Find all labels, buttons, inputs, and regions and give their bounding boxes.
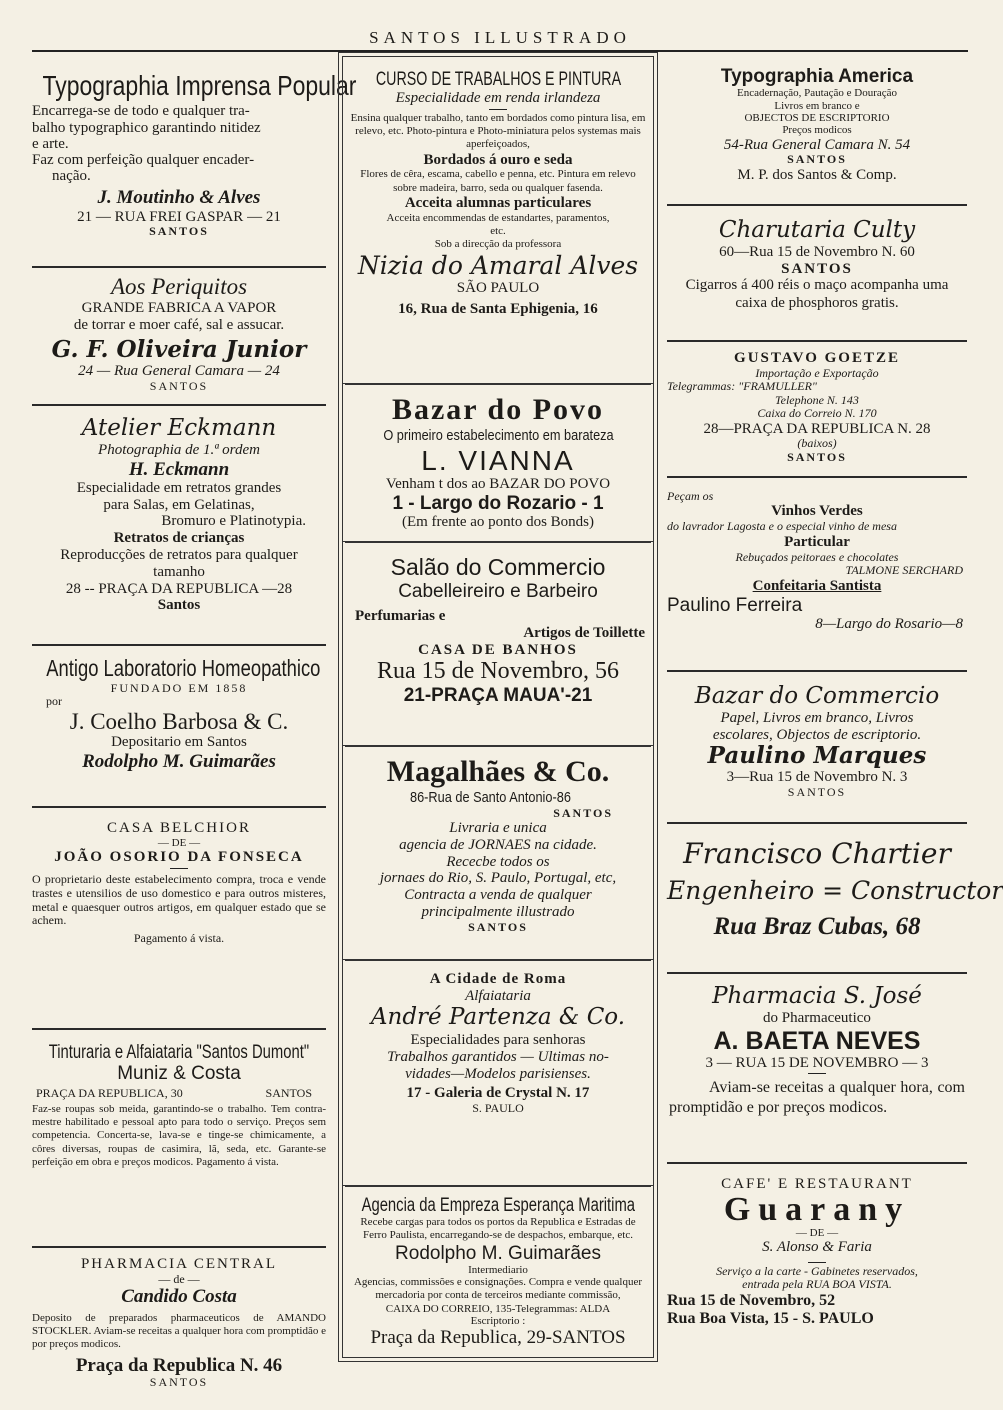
ad-text: do lavrador Lagosta e o especial vinho de mesa <box>667 519 897 534</box>
ad-pharmacia-central <box>32 1250 326 1410</box>
ad-text: Recebe cargas para todos os portos da Republica e Estradas de Ferro Paulista, encarregando-se de despachos, embarque, etc. <box>360 1216 636 1242</box>
ad-address: 3—Rua 15 de Novembro N. 3 <box>726 769 908 786</box>
column-left <box>32 56 357 1390</box>
ad-tinturaria-santos-dumont <box>32 1032 326 1248</box>
ad-text: Rebuçados peitoraes e chocolates <box>735 549 899 564</box>
ad-title: Magalhães & Co. <box>386 755 610 788</box>
ad-text: Ensina qualquer trabalho, tanto em bordados como pintura lisa, em relevo, etc. Photo-pintura e Photo-miniatura pelos systemas mais aperfeiçoados, <box>350 112 646 151</box>
ad-address: 24 — Rua General Camara — 24 <box>78 363 280 380</box>
ad-city: SANTOS <box>781 260 853 277</box>
ad-cidade-de-roma <box>343 963 653 1186</box>
ad-subtitle: Cabelleireiro e Barbeiro <box>398 580 598 602</box>
ad-text: Caixa do Correio N. 170 <box>757 406 877 421</box>
ad-title: CURSO DE TRABALHOS E PINTURA <box>375 69 621 90</box>
ad-text: do Pharmaceutico <box>763 1009 871 1026</box>
ad-address: 60—Rua 15 de Novembro N. 60 <box>719 243 915 260</box>
ad-title: Aos Periquitos <box>110 274 248 299</box>
ad-salao-do-commercio <box>343 545 653 746</box>
ad-text: Preços modicos <box>782 124 852 137</box>
ad-text: Photographia de 1.ª ordem <box>98 441 260 458</box>
ad-charutaria-culty <box>667 208 967 342</box>
ad-text: escolares, Objectos de escriptorio. <box>712 726 922 743</box>
ad-name: Confeitaria Santista <box>752 577 882 594</box>
ad-owner: JOÃO OSORIO DA FONSECA <box>54 849 304 866</box>
ad-address: 28 -- PRAÇA DA REPUBLICA —28 <box>65 580 293 597</box>
ad-text: para Salas, em Gelatinas, <box>103 496 255 513</box>
ad-text: Peçam os <box>667 489 714 503</box>
ad-text: Bromuro e Platinotypia. <box>161 513 306 530</box>
ad-subtitle: Especialidade em renda irlandeza <box>395 90 601 107</box>
ad-text: Contracta a venda de qualquer <box>404 887 592 904</box>
ad-empreza-esperanca-maritima <box>343 1189 653 1407</box>
ad-teacher: Nizia do Amaral Alves <box>357 251 639 281</box>
ad-firm: Muniz & Costa <box>117 1063 241 1085</box>
column-center <box>342 56 654 1358</box>
ad-heading: Vinhos Verdes <box>771 503 863 520</box>
ad-owner: H. Eckmann <box>128 458 230 480</box>
ad-text: tamanho <box>153 563 205 580</box>
ad-title: Typographia Imprensa Popular <box>42 70 357 101</box>
ad-text: Cigarros á 400 réis o maço acompanha uma caixa de phosphoros gratis. <box>685 277 949 311</box>
ad-text: Intermediario <box>468 1263 528 1276</box>
ad-title: GUSTAVO GOETZE <box>734 350 900 366</box>
ad-address: Praça da Republica, 29-SANTOS <box>370 1327 626 1349</box>
ad-text: agencia de JORNAES na cidade. <box>399 836 597 853</box>
ad-text: Serviço a la carte - Gabinetes reservados, <box>716 1263 918 1278</box>
ad-text: Depositario em Santos <box>111 734 247 751</box>
ad-text: Telephone N. 143 <box>775 392 859 407</box>
ad-text: Livros em branco e <box>774 99 860 112</box>
ad-owner: A. BAETA NEVES <box>713 1026 921 1055</box>
ad-title: CASA BELCHIOR <box>107 820 251 836</box>
ad-text: Telegrammas: "FRAMULLER" <box>667 379 817 394</box>
ad-typographia-america <box>667 64 967 206</box>
ad-firm: S. Alonso & Faria <box>762 1239 872 1256</box>
divider <box>489 109 507 110</box>
ad-address: Rua Braz Cubas, 68 <box>713 913 921 941</box>
ad-gustavo-goetze <box>667 344 967 478</box>
ad-address: 21-PRAÇA MAUA'-21 <box>403 685 593 707</box>
ad-text: entrada pela RUA BOA VISTA. <box>742 1277 892 1292</box>
ad-owner: Paulino Marques <box>707 742 927 770</box>
ad-title: Tinturaria e Alfaiataria "Santos Dumont" <box>48 1042 310 1063</box>
ad-heading: Bordados á ouro e seda <box>423 151 573 168</box>
ad-address: 17 - Galeria de Crystal N. 17 <box>406 1084 590 1101</box>
ad-text: CAFE' E RESTAURANT <box>721 1176 913 1192</box>
ad-text: nação. <box>52 168 91 185</box>
ad-city: SANTOS <box>787 152 847 167</box>
ad-city: SANTOS <box>787 784 847 799</box>
ad-title: Agencia da Empreza Esperança Maritima <box>361 1195 635 1216</box>
ad-text: Sob a direcção da professora <box>434 237 562 250</box>
ad-city: SANTOS <box>553 805 613 820</box>
ad-confeitaria-santista <box>667 480 967 672</box>
ad-title: Charutaria Culty <box>718 217 916 243</box>
ad-role: Engenheiro = Constructor <box>667 876 1003 906</box>
ad-text: Artigos de Toillette <box>523 624 645 641</box>
ad-laboratorio-homeopathico <box>32 648 326 808</box>
ad-firm: G. F. Oliveira Junior <box>51 336 307 364</box>
ad-text: OBJECTOS DE ESCRIPTORIO <box>744 111 890 124</box>
ad-city: SANTOS <box>468 919 528 934</box>
ad-city: Santos <box>157 597 201 614</box>
ad-firm: J. Coelho Barbosa & C. <box>69 708 289 734</box>
ad-text: CAIXA DO CORREIO, 135-Telegrammas: ALDA <box>385 1302 611 1315</box>
ad-subtitle: Alfaiataria <box>465 987 531 1004</box>
ad-text: de torrar e moer café, sal e assucar. <box>73 316 285 333</box>
ad-founded: FUNDADO EM 1858 <box>110 680 248 695</box>
ad-title: Atelier Eckmann <box>81 415 277 441</box>
ad-text: Especialidades para senhoras <box>410 1032 586 1049</box>
ad-text: Importação e Exportação <box>755 365 879 380</box>
ad-magalhaes <box>343 749 653 960</box>
ad-text: Deposito de preparados pharmaceuticos de AMANDO STOCKLER. Aviam-se receitas a qualquer hora com promptidão e por preços modicos. <box>32 1311 326 1350</box>
ad-title: Typographia America <box>720 66 914 87</box>
ad-subtitle: O primeiro estabelecimento em barateza <box>382 426 614 444</box>
ad-text: vidades—Modelos parisienses. <box>405 1065 591 1082</box>
ad-firm: André Partenza & Co. <box>370 1003 626 1030</box>
ad-address: Rua 15 de Novembro, 52 <box>667 1291 836 1309</box>
ad-text: — de — <box>158 1271 200 1286</box>
ad-title: Guarany <box>723 1190 911 1228</box>
ad-cafe-guarany <box>667 1166 967 1406</box>
ad-address: 28—PRAÇA DA REPUBLICA N. 28 <box>703 420 931 437</box>
ad-text: GRANDE FABRICA A VAPOR <box>81 299 277 316</box>
ad-text: — DE — <box>795 1226 839 1239</box>
ad-note: (baixos) <box>797 436 837 451</box>
ad-address: 8—Largo do Rosario—8 <box>815 615 963 632</box>
ad-city: SANTOS <box>149 378 209 393</box>
ad-address: 3 — RUA 15 DE NOVEMBRO — 3 <box>705 1054 929 1071</box>
divider <box>808 1262 826 1263</box>
ad-address: 16, Rua de Santa Ephigenia, 16 <box>398 301 598 318</box>
ad-address: 86-Rua de Santo Antonio-86 <box>410 788 572 806</box>
ad-heading: Particular <box>784 534 850 551</box>
ad-title: Salão do Commercio <box>390 554 606 580</box>
ad-city: SANTOS <box>149 224 209 239</box>
ad-casa-belchior <box>32 810 326 1030</box>
ad-owner: L. VIANNA <box>421 444 575 476</box>
ad-title: A Cidade de Roma <box>429 971 567 987</box>
ad-text: O proprietario deste estabelecimento compra, troca e vende trastes e utensilios de uso domestico e para outros misteres, metal e quaesquer outros artigos, em qualquer estado que se achem. <box>32 871 326 928</box>
ad-text: Encadernação, Pautação e Douração <box>736 87 897 100</box>
ad-address: PRAÇA DA REPUBLICA, 30 <box>36 1085 183 1100</box>
ad-owner: Paulino Ferreira <box>667 594 803 616</box>
ad-text: Venham t dos ao BAZAR DO POVO <box>385 475 611 492</box>
ad-text: Trabalhos garantidos — Ultimas no- <box>387 1049 609 1066</box>
ad-curso-trabalhos-pintura <box>343 65 653 384</box>
ad-title: Bazar do Povo <box>391 393 605 426</box>
ad-heading: Acceita alumnas particulares <box>404 194 592 211</box>
ad-text: Livraria e unica <box>449 819 547 836</box>
ad-firm: J. Moutinho & Alves <box>97 187 261 209</box>
ad-name: Francisco Chartier <box>683 837 951 870</box>
ad-agent: Rodolpho M. Guimarães <box>82 751 276 773</box>
ad-agent: Rodolpho M. Guimarães <box>395 1242 601 1264</box>
ad-text: CASA DE BANHOS <box>418 641 578 658</box>
divider <box>170 868 188 869</box>
ad-text: Escriptorio : <box>470 1314 526 1327</box>
ad-text: Encarrega-se de todo e qualquer tra- <box>32 103 250 120</box>
running-header: SANTOS ILLUSTRADO <box>32 28 968 52</box>
ad-payment: Pagamento á vista. <box>133 931 225 946</box>
ad-text: Rececbe todos os <box>446 853 550 870</box>
ad-text: TALMONE SERCHARD <box>845 563 963 578</box>
ad-typographia-imprensa-popular <box>32 70 357 268</box>
ad-text: Reproducções de retratos para qualquer <box>60 547 298 563</box>
ad-atelier-eckmann <box>32 408 326 646</box>
ad-text: balho typographico garantindo nitidez <box>32 119 261 136</box>
ad-heading: Retratos de crianças <box>113 530 245 547</box>
ad-address: Praça da Republica N. 46 <box>75 1355 283 1377</box>
ad-firm: M. P. dos Santos & Comp. <box>737 166 897 183</box>
ad-text: Papel, Livros em branco, Livros <box>720 709 914 726</box>
ad-title: PHARMACIA CENTRAL <box>80 1256 278 1272</box>
ad-text: e arte. <box>32 135 69 152</box>
ad-city: SANTOS <box>787 449 847 464</box>
ad-title: Antigo Laboratorio Homeopathico <box>46 655 321 681</box>
ad-address: 1 - Largo do Rozario - 1 <box>392 492 604 514</box>
ad-pharmacia-sao-jose <box>667 976 967 1164</box>
ad-owner: Candido Costa <box>121 1286 237 1308</box>
ad-address: 21 — RUA FREI GASPAR — 21 <box>77 208 281 225</box>
ad-text: principalmente illustrado <box>421 903 575 920</box>
ad-city: SANTOS <box>149 1375 209 1390</box>
ad-text: Acceita encommendas de estandartes, paramentos, etc. <box>386 211 610 237</box>
ad-text: — DE — <box>157 836 201 849</box>
ad-address: Rua Boa Vista, 15 - S. PAULO <box>667 1309 874 1327</box>
ad-text: Perfumarias e <box>355 608 446 625</box>
ad-bazar-do-povo <box>343 387 653 542</box>
ad-text: Flores de cêra, escama, cabello e penna, etc. Pintura em relevo sobre madeira, barro, seda ou qualquer fasenda. <box>360 168 636 194</box>
column-right <box>667 56 1003 1358</box>
ad-text: Aviam-se receitas a qualquer hora, com promptidão e por preços modicos. <box>669 1079 965 1116</box>
ad-city: S. PAULO <box>472 1100 524 1115</box>
ad-text: Especialidade em retratos grandes <box>76 479 282 496</box>
ad-address: Rua 15 de Novembro, 56 <box>377 658 619 685</box>
ad-text: jornaes do Rio, S. Paulo, Portugal, etc, <box>379 870 617 887</box>
ad-francisco-chartier <box>667 826 1003 974</box>
ad-title: Bazar do Commercio <box>694 683 940 709</box>
ad-text: Agencias, commissões e consignações. Compra e vende qualquer mercadoria por conta de terceiros mediante commissão, <box>353 1276 643 1302</box>
ad-text: Faz com perfeição qualquer encader- <box>32 151 255 168</box>
ad-address: 54-Rua General Camara N. 54 <box>723 136 911 153</box>
ad-note: (Em frente ao ponto dos Bonds) <box>401 513 595 530</box>
ad-aos-periquitos <box>32 270 326 406</box>
ad-bazar-do-commercio <box>667 674 967 824</box>
ad-title: Pharmacia S. José <box>712 983 922 1009</box>
ad-text: por <box>46 694 62 709</box>
ad-city: SANTOS <box>265 1085 312 1100</box>
ad-city: SÃO PAULO <box>456 280 540 297</box>
ad-text: Faz-se roupas sob meida, garantindo-se o trabalho. Tem contra-mestre habilitado e pessoal apto para todo o serviço. Preços sem competencia. Concerta-se, lava-se e tinge-se chimicamente, a côres diversas, roupas de casimira, lã, seda, etc. Garante-se perfeição em obra e preços modicos. Pagamento á vista. <box>32 1102 326 1168</box>
divider <box>808 1073 826 1074</box>
